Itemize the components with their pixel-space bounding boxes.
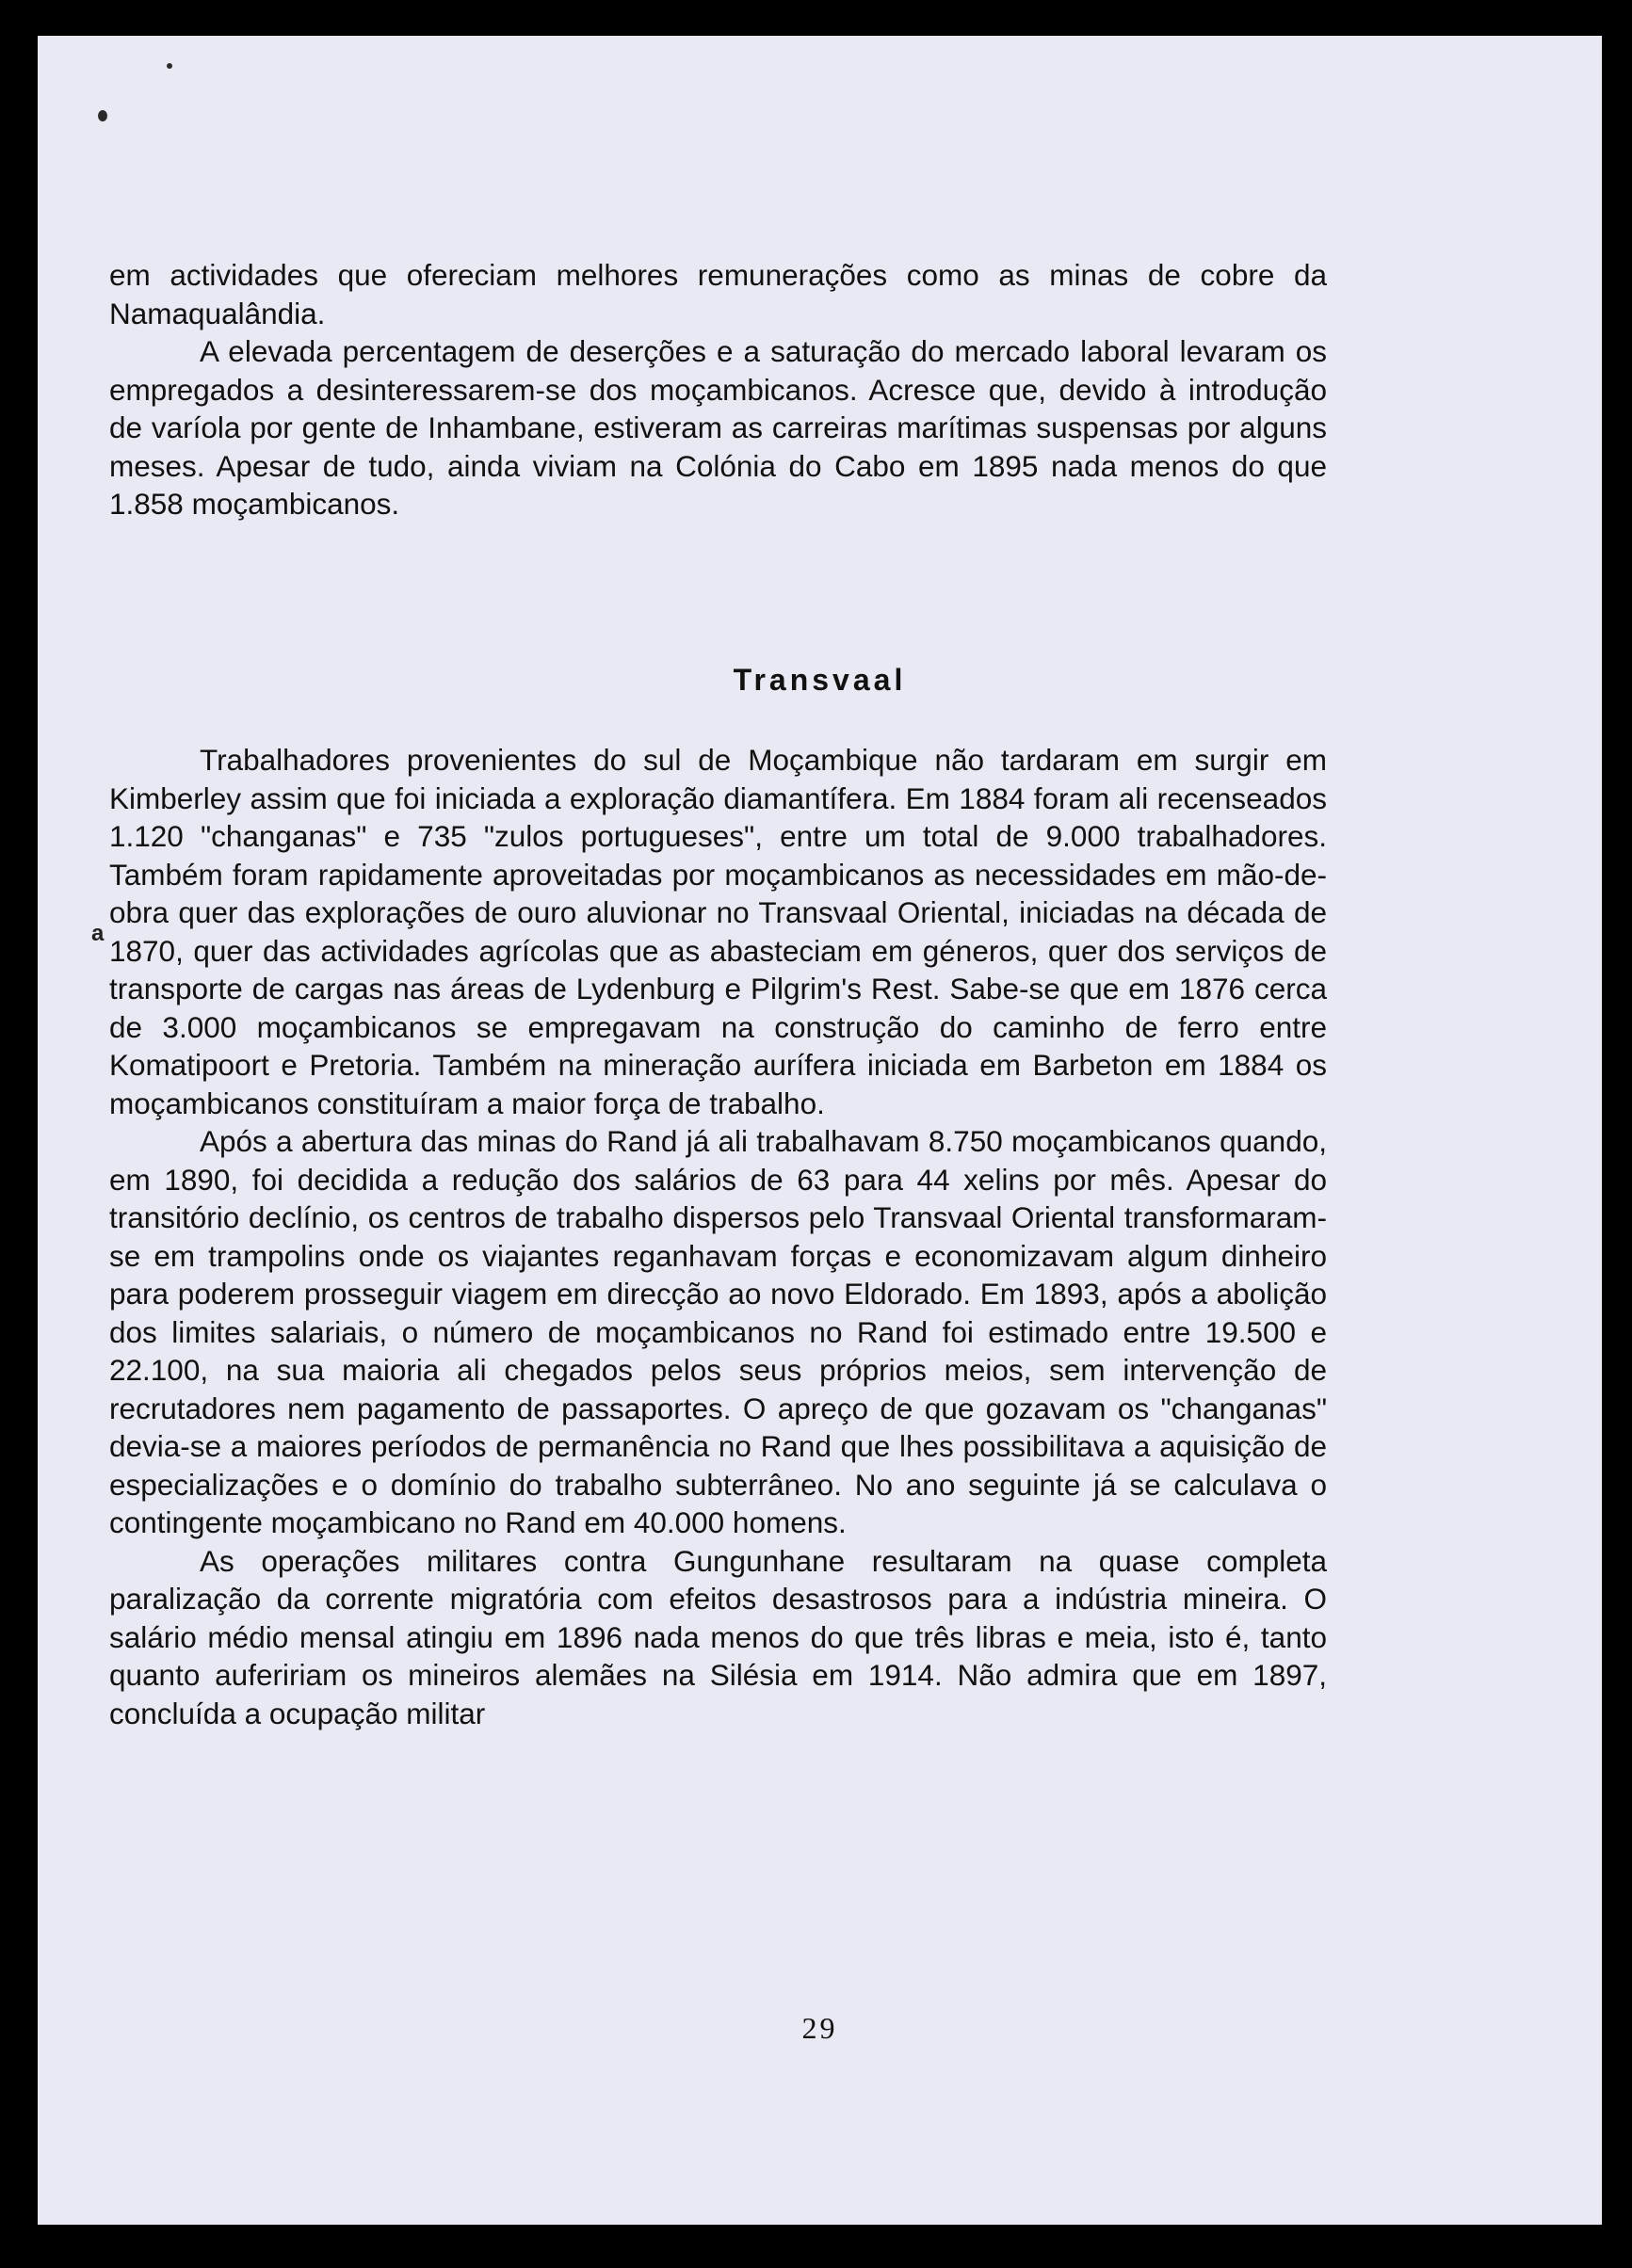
transvaal-paragraph-1: Trabalhadores provenientes do sul de Moçambique não tardaram em surgir em Kimberley assim que foi iniciada a exploração diamantífera. Em 1884 foram ali recenseados 1.120 "changanas" e 735 "zulos portugueses", entre um total de 9.000 trabalhadores. Também foram rapidamente aproveitadas por moçambicanos as necessidades em mão-de-obra quer das explorações de ouro aluvionar no Transvaal Oriental, iniciadas na década de 1870, quer das actividades agrícolas que as abasteciam em géneros, quer dos serviços de transporte de cargas nas áreas de Lydenburg e Pilgrim's Rest. Sabe-se que em 1876 cerca de 3.000 moçambicanos se empregavam na construção do caminho de ferro entre Komatipoort e Pretoria. Também na mineração aurífera iniciada em Barbeton em 1884 os moçambicanos constituíram a maior força de trabalho. <box>109 743 1327 1120</box>
transvaal-paragraph-2: Após a abertura das minas do Rand já ali trabalhavam 8.750 moçambicanos quando, em 1890, foi decidida a redução dos salários de 63 para 44 xelins por mês. Apesar do transitório declínio, os centros de trabalho dispersos pelo Transvaal Oriental transformaram-se em trampolins onde os viajantes reganhavam forças e economizavam algum dinheiro para poderem prosseguir viagem em direcção ao novo Eldorado. Em 1893, após a abolição dos limites salariais, o número de moçambicanos no Rand foi estimado entre 19.500 e 22.100, na sua maioria ali chegados pelos seus próprios meios, sem intervenção de recrutadores nem pagamento de passaportes. O apreço de que gozavam os "changanas" devia-se a maiores períodos de permanência no Rand que lhes possibilitava a aquisição de especializações e o domínio do trabalho subterrâneo. No ano seguinte já se calculava o contingente moçambicano no Rand em 40.000 homens. <box>109 1124 1327 1539</box>
page-number: 29 <box>801 2011 838 2045</box>
opening-text <box>109 256 1327 523</box>
margin-mark: a <box>91 921 105 946</box>
transvaal-paragraph-3: As operações militares contra Gungunhane resultaram na quase completa paralização da corrente migratória com efeitos desastrosos para a indústria mineira. O salário médio mensal atingiu em 1896 nada menos do que três libras e meia, isto é, tanto quanto aufeririam os mineiros alemães na Silésia em 1914. Não admira que em 1897, concluída a ocupação militar <box>109 1543 1327 1730</box>
transvaal-section <box>109 741 1327 1732</box>
section-heading: Transvaal <box>733 663 907 697</box>
intro-paragraph: em actividades que ofereciam melhores remunerações como as minas de cobre da Namaqualândia. <box>109 258 1327 330</box>
scan-speck <box>98 110 107 121</box>
scan-speck <box>167 63 172 69</box>
document-page <box>38 36 1602 2225</box>
desertion-paragraph: A elevada percentagem de deserções e a saturação do mercado laboral levaram os empregados a desinteressarem-se dos moçambicanos. Acresce que, devido à introdução de varíola por gente de Inhambane, estiveram as carreiras marítimas suspensas por alguns meses. Apesar de tudo, ainda viviam na Colónia do Cabo em 1895 nada menos do que 1.858 moçambicanos. <box>109 334 1327 521</box>
